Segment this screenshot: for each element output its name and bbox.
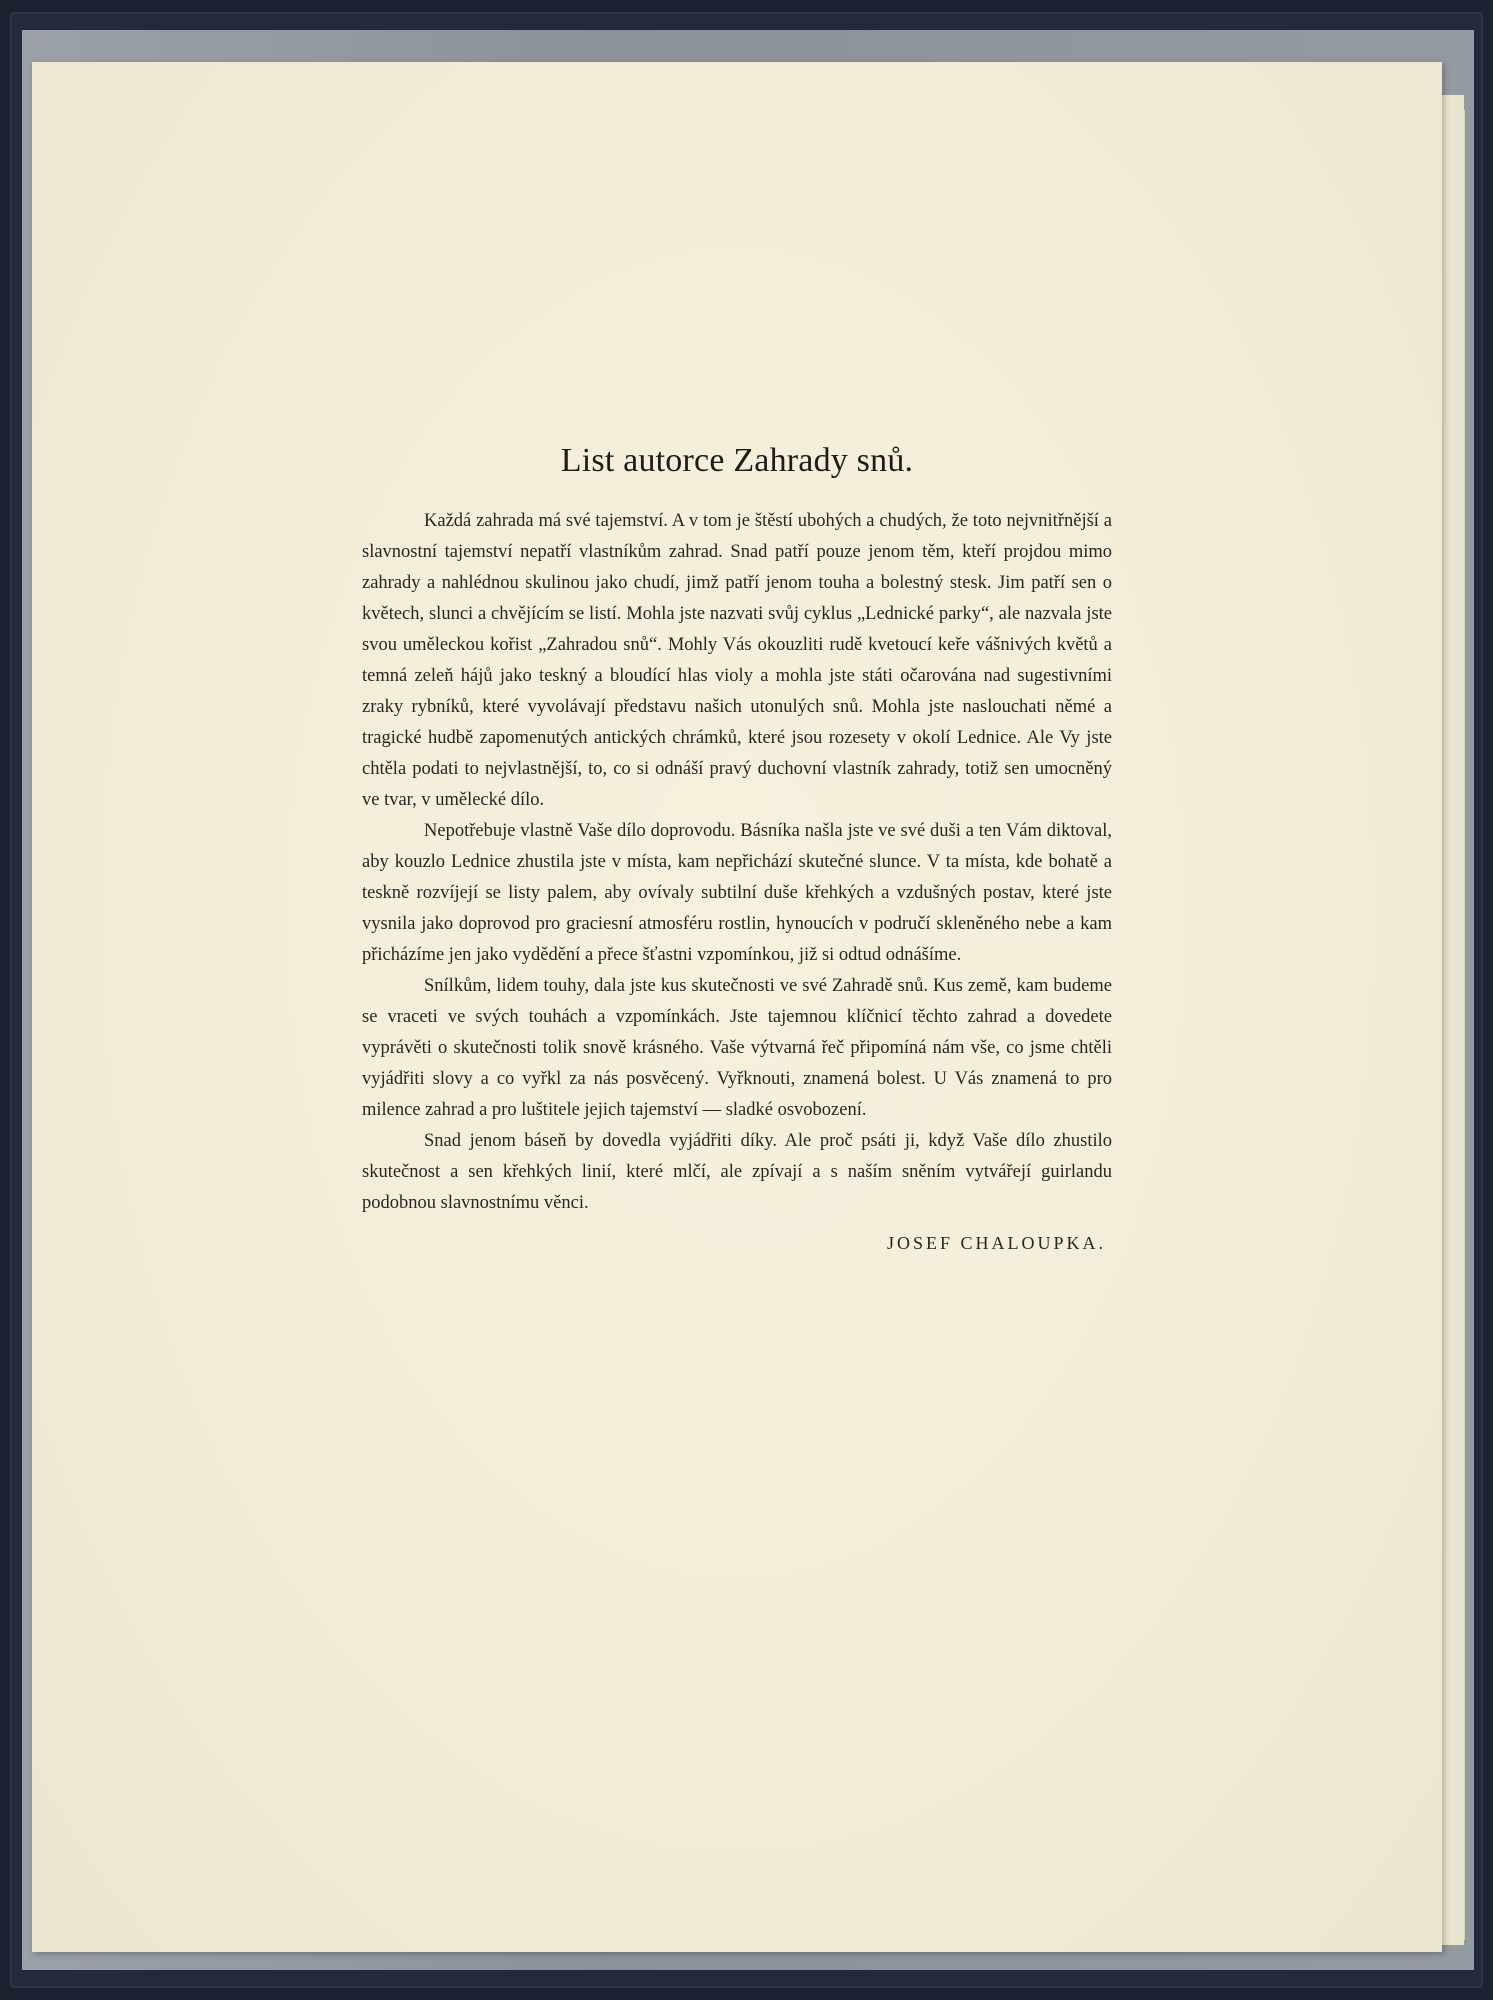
paragraph-3: Snílkům, lidem touhy, dala jste kus skutečnosti ve své Zahradě snů. Kus země, kam budeme se vraceti ve svých touhách a vzpomínkách. Jste tajemnou klíčnicí těchto zahrad a dovedete vyprávěti o skutečnosti tolik snově krásného. Vaše výtvarná řeč připomíná nám vše, co jsme chtěli vyjádřiti slovy a co vyřkl za nás posvěcený. Vyřknouti, znamená bolest. U Vás znamená to pro milence zahrad a pro luštitele jejich tajemství — sladké osvobození. xyxy=(362,976,1112,1120)
letter-title: List autorce Zahrady snů. xyxy=(560,442,914,479)
author-signature: JOSEF CHALOUPKA. xyxy=(886,1233,1106,1253)
letter-text-block xyxy=(362,442,1112,1254)
paragraph-4: Snad jenom báseň by dovedla vyjádřiti díky. Ale proč psáti ji, když Vaše dílo zhustilo skutečnost a sen křehkých linií, které mlčí, ale zpívají a s naším sněním vytvářejí guirlandu podobnou slavnostnímu věnci. xyxy=(362,1131,1112,1213)
paragraph-1: Každá zahrada má své tajemství. A v tom je štěstí ubohých a chudých, že toto nejvnitřnější a slavnostní tajemství nepatří vlastníkům zahrad. Snad patří pouze jenom těm, kteří projdou mimo zahrady a nahlédnou skulinou jako chudí, jimž patří jenom touha a bolestný stesk. Jim patří sen o květech, slunci a chvějícím se listí. Mohla jste nazvati svůj cyklus „Lednické parky“, ale nazvala jste svou uměleckou kořist „Zahradou snů“. Mohly Vás okouzliti rudě kvetoucí keře vášnivých květů a temná zeleň hájů jako teskný a bloudící hlas violy a mohla jste státi očarována nad sugestivními zraky rybníků, které vyvolávají představu našich utonulých snů. Mohla jste naslouchati němé a tragické hudbě zapomenutých antických chrámků, které jsou rozesety v okolí Lednice. Ale Vy jste chtěla podati to nejvlastnější, to, co si odnáší pravý duchovní vlastník zahrady, totiž sen umocněný ve tvar, v umělecké dílo. xyxy=(362,511,1112,810)
paper-sheet xyxy=(32,62,1442,1952)
paragraph-2: Nepotřebuje vlastně Vaše dílo doprovodu. Básníka našla jste ve své duši a ten Vám diktoval, aby kouzlo Lednice zhustila jste v místa, kam nepřichází skutečné slunce. V ta místa, kde bohatě a teskně rozvíjejí se listy palem, aby ovívaly subtilní duše křehkých a vzdušných postav, které jste vysnila jako doprovod pro graciesní atmosféru rostlin, hynoucích v područí skleněného nebe a kam přicházíme jen jako vydědění a přece šťastni vzpomínkou, již si odtud odnášíme. xyxy=(362,821,1112,965)
